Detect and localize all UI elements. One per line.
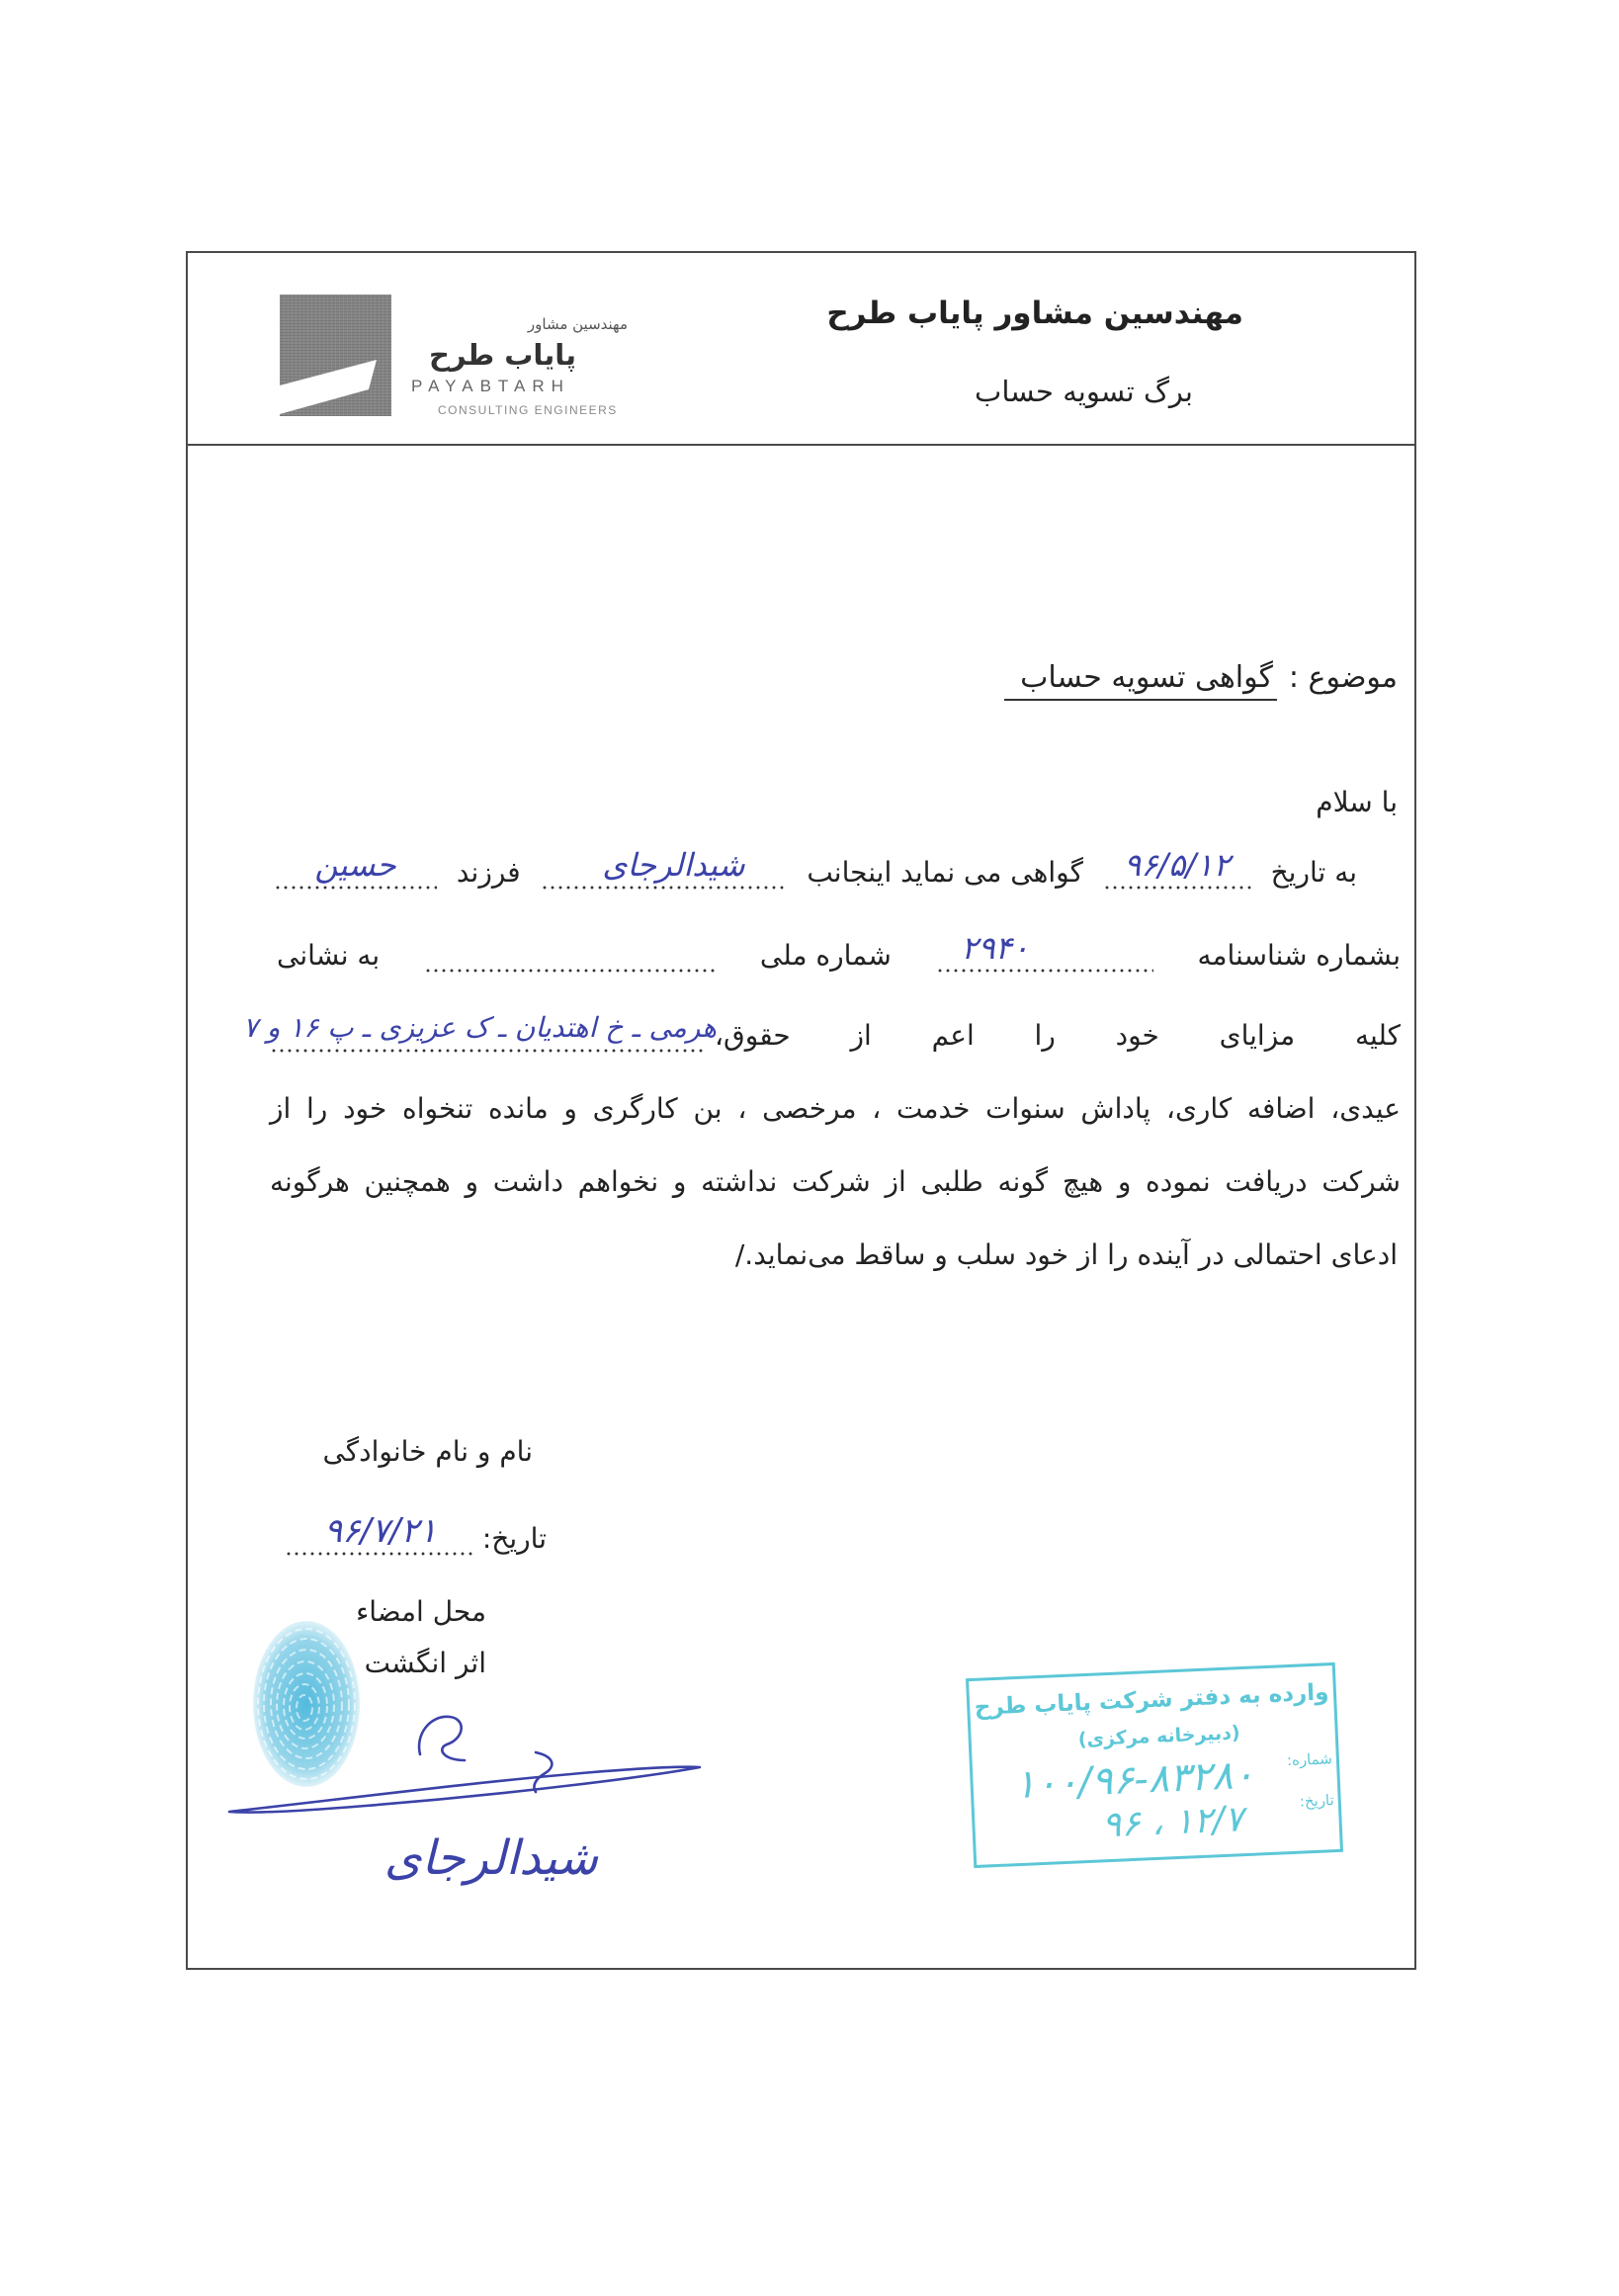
- subject-value: گواهی تسویه حساب: [1004, 659, 1277, 701]
- logo-tagline-en: CONSULTING ENGINEERS: [438, 403, 618, 417]
- logo-tagline-fa: مهندسین مشاور: [527, 315, 628, 333]
- signature-date-row: [285, 1511, 547, 1561]
- national-id-label: شماره ملی: [759, 939, 892, 972]
- name-value: شیدالرجای: [602, 846, 745, 884]
- greeting: با سلام: [1316, 786, 1398, 818]
- company-title: مهندسین مشاور پایاب طرح: [826, 296, 1243, 331]
- birth-cert-value: ۲۹۴۰: [961, 929, 1030, 967]
- certify-text: گواهی می نماید اینجانب: [807, 856, 1083, 889]
- stamp-number-label: شماره:: [1286, 1749, 1333, 1770]
- birth-cert-label: بشماره شناسنامه: [1197, 939, 1401, 972]
- date-field: [1103, 846, 1251, 894]
- address-field: [242, 1011, 717, 1058]
- child-of-label: فرزند: [456, 856, 521, 889]
- signature-image: [217, 1705, 712, 1824]
- date-label: به تاریخ: [1270, 856, 1357, 889]
- company-logo-mark: [280, 295, 391, 416]
- name-field: [541, 846, 788, 894]
- stamp-date-label: تاریخ:: [1299, 1791, 1335, 1811]
- handwritten-name: شیدالرجای: [383, 1830, 598, 1886]
- logo-name-en: PAYABTARH: [411, 377, 570, 395]
- body-line-3: [242, 1011, 1401, 1058]
- father-field: [274, 846, 437, 894]
- address-label: به نشانی: [277, 939, 381, 972]
- body-line-2: [277, 929, 1401, 978]
- body-line-1: [274, 846, 1357, 894]
- stamp-number-value: ۱۰۰/۹۶-۸۳۲۸۰: [1013, 1751, 1255, 1809]
- stamp-subtitle: (دبیرخانه مرکزی): [1077, 1722, 1241, 1751]
- body-line-4: عیدی، اضافه کاری، پاداش سنوات خدمت ، مرخصی ، بن کارگری و مانده تنخواه خود را از: [270, 1092, 1401, 1125]
- benefits-text: کلیه مزایای خود را اعم از حقوق،: [715, 1019, 1401, 1052]
- signature-date-label: تاریخ:: [481, 1522, 547, 1555]
- full-name-label: نام و نام خانوادگی: [322, 1435, 533, 1468]
- address-value: هرمی ـ خ اهتدیان ـ ک عزیزی ـ پ ۱۶ و ۷: [242, 1011, 717, 1044]
- header-divider: [188, 444, 1414, 446]
- body-line-5: شرکت دریافت نموده و هیچ گونه طلبی از شرکت نداشته و نخواهم داشت و همچنین هرگونه: [270, 1165, 1401, 1198]
- subject-label: موضوع :: [1288, 660, 1398, 695]
- signature-place-label: محل امضاء: [356, 1595, 486, 1628]
- logo-name-fa: پایاب طرح: [428, 338, 576, 372]
- fingerprint-label: اثر انگشت: [364, 1647, 486, 1679]
- date-value: ۹۶/۵/۱۲: [1124, 846, 1231, 884]
- stamp-title: وارده به دفتر شرکت پایاب طرح: [974, 1679, 1329, 1721]
- stamp-date-value: ۹۶ ، ۱۲/۷: [1101, 1799, 1245, 1846]
- logo-wedge-icon: [280, 295, 391, 416]
- father-value: حسین: [314, 846, 396, 884]
- received-stamp: [966, 1662, 1343, 1868]
- signature-date-value: ۹۶/۷/۲۱: [323, 1511, 438, 1551]
- national-id-field: [424, 934, 716, 978]
- form-title: برگ تسویه حساب: [975, 375, 1193, 408]
- signature-date-field: [285, 1511, 476, 1561]
- subject-line: [1004, 656, 1398, 701]
- body-line-6: ادعای احتمالی در آینده را از خود سلب و ساقط می‌نماید./: [734, 1238, 1398, 1271]
- birth-cert-field: [936, 929, 1153, 978]
